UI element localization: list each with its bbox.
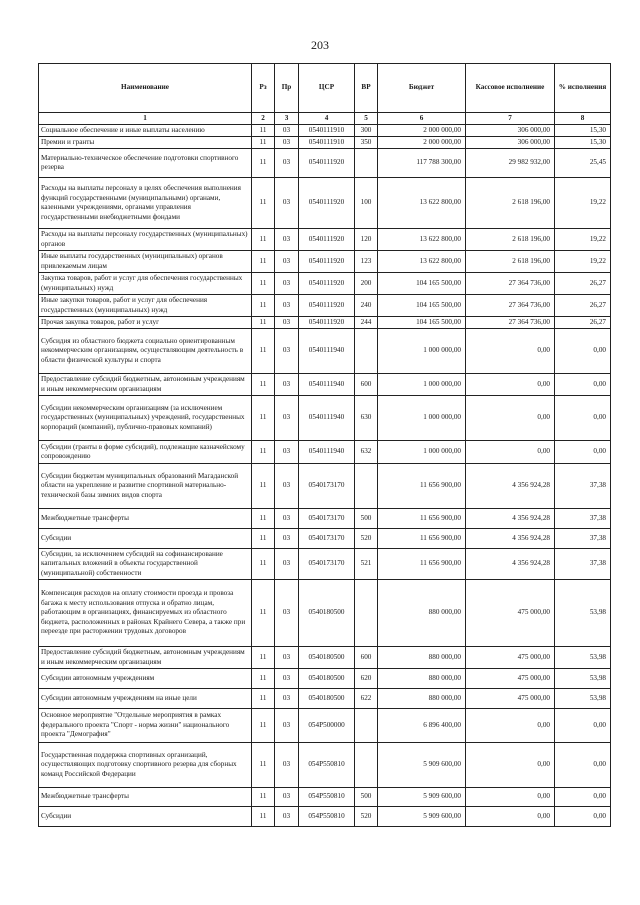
cell-pct: 0,00 [555,374,611,396]
table-row [39,396,611,441]
cell-rz: 11 [252,709,275,743]
cell-vr: 620 [355,669,378,689]
cell-pr: 03 [275,464,299,509]
cell-kass: 27 364 736,00 [466,317,555,329]
page-number: 203 [311,38,329,52]
column-number: 6 [378,113,466,125]
cell-pr: 03 [275,743,299,788]
cell-name: Субсидии некоммерческим организациям (за исключением государственных (муниципальных) учреждений, государственных корпораций (компаний), публично-правовых компаний) [39,396,252,441]
cell-kass: 306 000,00 [466,137,555,149]
cell-vr: 600 [355,647,378,669]
cell-rz: 11 [252,295,275,317]
cell-csr: 0540180500 [299,647,355,669]
cell-pr: 03 [275,807,299,827]
cell-rz: 11 [252,743,275,788]
cell-rz: 11 [252,273,275,295]
cell-csr: 054P550810 [299,743,355,788]
cell-vr: 520 [355,529,378,549]
cell-vr [355,709,378,743]
cell-vr: 200 [355,273,378,295]
table-row [39,251,611,273]
cell-pct: 0,00 [555,807,611,827]
cell-pr: 03 [275,647,299,669]
table-row [39,295,611,317]
cell-kass: 0,00 [466,788,555,807]
cell-pr: 03 [275,374,299,396]
table-row [39,689,611,709]
cell-rz: 11 [252,317,275,329]
table-row [39,374,611,396]
cell-rz: 11 [252,251,275,273]
header-vr: ВР [355,64,378,113]
cell-pct: 37,38 [555,509,611,529]
cell-budget: 2 000 000,00 [378,137,466,149]
cell-csr: 0540111920 [299,229,355,251]
cell-kass: 475 000,00 [466,580,555,647]
column-number: 8 [555,113,611,125]
table-row [39,229,611,251]
cell-pct: 37,38 [555,464,611,509]
cell-budget: 104 165 500,00 [378,273,466,295]
header-kass: Кассовое исполнение [466,64,555,113]
cell-kass: 0,00 [466,807,555,827]
cell-csr: 054P550810 [299,807,355,827]
header-budget: Бюджет [378,64,466,113]
cell-budget: 5 909 600,00 [378,807,466,827]
cell-budget: 5 909 600,00 [378,788,466,807]
header-pr: Пр [275,64,299,113]
cell-vr [355,149,378,178]
cell-pr: 03 [275,580,299,647]
cell-kass: 4 356 924,28 [466,464,555,509]
cell-csr: 0540111910 [299,137,355,149]
table-row [39,441,611,464]
cell-name: Иные выплаты государственных (муниципальных) органов привлекаемым лицам [39,251,252,273]
cell-rz: 11 [252,509,275,529]
cell-vr [355,464,378,509]
cell-budget: 880 000,00 [378,669,466,689]
cell-budget: 11 656 900,00 [378,529,466,549]
cell-pr: 03 [275,317,299,329]
cell-kass: 4 356 924,28 [466,529,555,549]
cell-rz: 11 [252,396,275,441]
table-row [39,743,611,788]
cell-kass: 4 356 924,28 [466,549,555,580]
cell-name: Материально-техническое обеспечение подготовки спортивного резерва [39,149,252,178]
cell-pr: 03 [275,529,299,549]
cell-csr: 054P550810 [299,788,355,807]
header-csr: ЦСР [299,64,355,113]
column-number: 3 [275,113,299,125]
table-row [39,509,611,529]
cell-rz: 11 [252,441,275,464]
cell-name: Предоставление субсидий бюджетным, автономным учреждениям и иным некоммерческим организациям [39,374,252,396]
cell-name: Субсидии автономным учреждениям на иные цели [39,689,252,709]
header-row [39,64,611,113]
cell-vr [355,743,378,788]
cell-rz: 11 [252,807,275,827]
cell-name: Премии и гранты [39,137,252,149]
cell-vr: 350 [355,137,378,149]
cell-pr: 03 [275,509,299,529]
cell-csr: 0540111940 [299,441,355,464]
table-row [39,647,611,669]
cell-csr: 0540111940 [299,329,355,374]
cell-name: Расходы на выплаты персоналу в целях обеспечения выполнения функций государственными (муниципальными) органами, казенными учреждениями, органами управления государственными внебюджетными фондами [39,178,252,229]
cell-name: Компенсация расходов на оплату стоимости проезда и провоза багажа к месту использования отпуска и обратно лицам, работающим в организациях, финансируемых из областного бюджета, расположенных в районах Крайнего Севера, а также при переезде при расторжении трудовых договоров [39,580,252,647]
cell-pct: 37,38 [555,549,611,580]
cell-csr: 0540173170 [299,464,355,509]
cell-pct: 15,30 [555,137,611,149]
cell-kass: 306 000,00 [466,125,555,137]
cell-csr: 0540173170 [299,549,355,580]
cell-rz: 11 [252,374,275,396]
cell-pr: 03 [275,178,299,229]
cell-pct: 19,22 [555,178,611,229]
table-row [39,464,611,509]
cell-vr: 100 [355,178,378,229]
cell-vr: 521 [355,549,378,580]
table-body [39,113,611,827]
cell-name: Субсидии [39,529,252,549]
cell-budget: 11 656 900,00 [378,509,466,529]
cell-rz: 11 [252,669,275,689]
cell-rz: 11 [252,788,275,807]
cell-kass: 29 982 932,00 [466,149,555,178]
table-row [39,580,611,647]
cell-csr: 0540111920 [299,178,355,229]
cell-name: Иные закупки товаров, работ и услуг для обеспечения государственных (муниципальных) нужд [39,295,252,317]
column-number: 7 [466,113,555,125]
cell-budget: 11 656 900,00 [378,464,466,509]
cell-pct: 0,00 [555,709,611,743]
cell-name: Субсидии автономным учреждениям [39,669,252,689]
cell-name: Государственная поддержка спортивных организаций, осуществляющих подготовку спортивного резерва для сборных команд Российской Федерации [39,743,252,788]
cell-budget: 1 000 000,00 [378,374,466,396]
table-row [39,788,611,807]
cell-name: Субсидии (гранты в форме субсидий), подлежащие казначейскому сопровождению [39,441,252,464]
table-row [39,137,611,149]
cell-vr: 120 [355,229,378,251]
cell-kass: 475 000,00 [466,689,555,709]
column-number: 5 [355,113,378,125]
cell-rz: 11 [252,689,275,709]
cell-budget: 104 165 500,00 [378,317,466,329]
cell-pct: 0,00 [555,788,611,807]
cell-pr: 03 [275,229,299,251]
cell-name: Предоставление субсидий бюджетным, автономным учреждениям и иным некоммерческим организациям [39,647,252,669]
cell-name: Межбюджетные трансферты [39,509,252,529]
cell-name: Основное мероприятие "Отдельные мероприятия в рамках федерального проекта "Спорт - норма жизни" национального проекта "Демография" [39,709,252,743]
cell-vr: 622 [355,689,378,709]
cell-kass: 0,00 [466,374,555,396]
cell-vr: 630 [355,396,378,441]
cell-csr: 054P500000 [299,709,355,743]
cell-budget: 13 622 800,00 [378,178,466,229]
cell-pct: 26,27 [555,273,611,295]
cell-pr: 03 [275,709,299,743]
cell-name: Субсидии, за исключением субсидий на софинансирование капитальных вложений в объекты государственной (муниципальной) собственности [39,549,252,580]
cell-vr: 123 [355,251,378,273]
cell-pct: 19,22 [555,229,611,251]
header-name: Наименование [39,64,252,113]
cell-pr: 03 [275,273,299,295]
cell-rz: 11 [252,125,275,137]
cell-kass: 0,00 [466,329,555,374]
cell-budget: 117 788 300,00 [378,149,466,178]
cell-pct: 0,00 [555,396,611,441]
table-row [39,807,611,827]
cell-csr: 0540111910 [299,125,355,137]
cell-kass: 0,00 [466,396,555,441]
cell-csr: 0540180500 [299,689,355,709]
cell-kass: 0,00 [466,441,555,464]
cell-rz: 11 [252,137,275,149]
cell-name: Субсидия из областного бюджета социально ориентированным некоммерческим организациям, осуществляющим деятельность в области физической культуры и спорта [39,329,252,374]
cell-pct: 53,98 [555,647,611,669]
cell-rz: 11 [252,647,275,669]
cell-pct: 25,45 [555,149,611,178]
cell-budget: 5 909 600,00 [378,743,466,788]
cell-pct: 53,98 [555,669,611,689]
cell-vr: 500 [355,788,378,807]
cell-kass: 0,00 [466,743,555,788]
cell-pr: 03 [275,441,299,464]
cell-rz: 11 [252,580,275,647]
cell-pr: 03 [275,669,299,689]
cell-rz: 11 [252,229,275,251]
cell-pct: 26,27 [555,295,611,317]
cell-name: Межбюджетные трансферты [39,788,252,807]
cell-pr: 03 [275,137,299,149]
table-row [39,125,611,137]
cell-kass: 0,00 [466,709,555,743]
header-rz: Рз [252,64,275,113]
table-row [39,669,611,689]
column-number: 1 [39,113,252,125]
cell-pct: 0,00 [555,329,611,374]
cell-pct: 0,00 [555,441,611,464]
cell-budget: 2 000 000,00 [378,125,466,137]
cell-csr: 0540111920 [299,251,355,273]
cell-rz: 11 [252,329,275,374]
cell-pr: 03 [275,251,299,273]
cell-pr: 03 [275,689,299,709]
table-row [39,317,611,329]
cell-csr: 0540180500 [299,669,355,689]
cell-name: Субсидии бюджетам муниципальных образований Магаданской области на укрепление и развитие спортивной материально-технической базы зимних видов спорта [39,464,252,509]
cell-vr [355,329,378,374]
cell-rz: 11 [252,464,275,509]
cell-budget: 880 000,00 [378,647,466,669]
cell-rz: 11 [252,549,275,580]
cell-kass: 27 364 736,00 [466,273,555,295]
cell-name: Закупка товаров, работ и услуг для обеспечения государственных (муниципальных) нужд [39,273,252,295]
cell-csr: 0540173170 [299,529,355,549]
cell-pct: 53,98 [555,689,611,709]
cell-rz: 11 [252,529,275,549]
budget-table [38,63,611,827]
cell-kass: 4 356 924,28 [466,509,555,529]
table-row [39,549,611,580]
cell-csr: 0540111940 [299,374,355,396]
table-row [39,529,611,549]
cell-csr: 0540173170 [299,509,355,529]
table-row [39,178,611,229]
cell-pct: 15,30 [555,125,611,137]
cell-csr: 0540111920 [299,149,355,178]
cell-pr: 03 [275,295,299,317]
table-row [39,149,611,178]
cell-csr: 0540111920 [299,273,355,295]
cell-budget: 1 000 000,00 [378,329,466,374]
cell-kass: 2 618 196,00 [466,229,555,251]
table-row [39,273,611,295]
column-number: 4 [299,113,355,125]
cell-pct: 0,00 [555,743,611,788]
cell-csr: 0540111920 [299,317,355,329]
cell-vr: 244 [355,317,378,329]
cell-budget: 880 000,00 [378,580,466,647]
cell-kass: 475 000,00 [466,647,555,669]
cell-vr: 632 [355,441,378,464]
cell-csr: 0540180500 [299,580,355,647]
header-pct: % исполнения [555,64,611,113]
cell-vr: 240 [355,295,378,317]
cell-budget: 13 622 800,00 [378,229,466,251]
cell-csr: 0540111920 [299,295,355,317]
cell-budget: 13 622 800,00 [378,251,466,273]
cell-pr: 03 [275,149,299,178]
cell-rz: 11 [252,149,275,178]
cell-name: Социальное обеспечение и иные выплаты населению [39,125,252,137]
table-row [39,709,611,743]
cell-vr [355,580,378,647]
cell-vr: 600 [355,374,378,396]
cell-kass: 2 618 196,00 [466,178,555,229]
cell-name: Расходы на выплаты персоналу государственных (муниципальных) органов [39,229,252,251]
cell-vr: 300 [355,125,378,137]
cell-pr: 03 [275,549,299,580]
cell-budget: 104 165 500,00 [378,295,466,317]
cell-rz: 11 [252,178,275,229]
table-row [39,329,611,374]
cell-vr: 520 [355,807,378,827]
column-number: 2 [252,113,275,125]
cell-pct: 19,22 [555,251,611,273]
cell-kass: 2 618 196,00 [466,251,555,273]
cell-pct: 53,98 [555,580,611,647]
cell-kass: 27 364 736,00 [466,295,555,317]
cell-budget: 11 656 900,00 [378,549,466,580]
cell-budget: 1 000 000,00 [378,396,466,441]
cell-kass: 475 000,00 [466,669,555,689]
cell-budget: 1 000 000,00 [378,441,466,464]
cell-pr: 03 [275,788,299,807]
cell-csr: 0540111940 [299,396,355,441]
cell-pr: 03 [275,396,299,441]
cell-pct: 37,38 [555,529,611,549]
cell-budget: 6 896 400,00 [378,709,466,743]
cell-name: Прочая закупка товаров, работ и услуг [39,317,252,329]
column-number-row [39,113,611,125]
cell-vr: 500 [355,509,378,529]
cell-budget: 880 000,00 [378,689,466,709]
cell-pr: 03 [275,329,299,374]
cell-pr: 03 [275,125,299,137]
cell-pct: 26,27 [555,317,611,329]
cell-name: Субсидии [39,807,252,827]
